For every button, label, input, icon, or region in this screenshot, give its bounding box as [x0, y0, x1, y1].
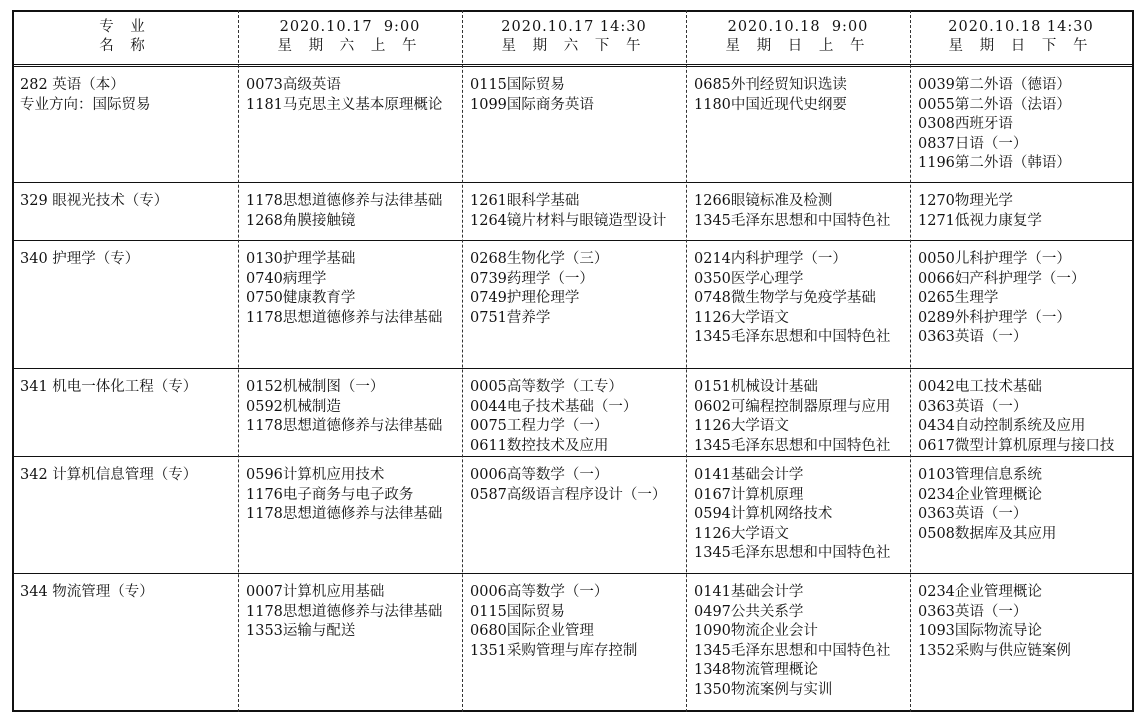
session-day: 星 期 日 上 午 — [725, 38, 871, 54]
course-item: 0265生理学 — [918, 290, 999, 306]
course-item: 0075工程力学（一） — [470, 418, 609, 434]
course-item: 0434自动控制系统及应用 — [918, 418, 1086, 434]
course-item: 1178思想道德修养与法律基础 — [246, 603, 443, 620]
header-divider — [12, 64, 1134, 67]
header-major-line1: 专 业 — [99, 19, 151, 35]
course-item: 0066妇产科护理学（一） — [918, 270, 1086, 287]
course-item: 1351采购管理与库存控制 — [470, 642, 638, 659]
major-cell — [20, 250, 236, 270]
course-item: 0363英语（一） — [918, 603, 1028, 620]
course-item: 0289外科护理学（一） — [918, 309, 1071, 326]
course-item: 1126大学语文 — [694, 525, 789, 542]
course-cell — [470, 250, 684, 328]
course-item: 1271低视力康复学 — [918, 212, 1042, 229]
course-item: 0308西班牙语 — [918, 116, 1013, 132]
course-item: 0130护理学基础 — [246, 251, 356, 267]
course-item: 0363英语（一） — [918, 506, 1028, 522]
course-item: 0617微型计算机原理与接口技 — [918, 437, 1115, 454]
course-item: 0592机械制造 — [246, 398, 341, 415]
session-day: 星 期 六 上 午 — [277, 38, 423, 54]
column-divider — [686, 10, 687, 712]
course-item: 0073高级英语 — [246, 77, 341, 93]
course-cell — [918, 378, 1130, 456]
major-cell — [20, 378, 236, 398]
course-item: 0587高级语言程序设计（一） — [470, 486, 667, 503]
course-item: 0167计算机原理 — [694, 486, 804, 503]
course-cell — [470, 466, 684, 505]
course-item: 0611数控技术及应用 — [470, 437, 609, 454]
course-cell — [918, 583, 1130, 661]
course-item: 1350物流案例与实训 — [694, 681, 833, 698]
course-cell — [918, 192, 1130, 231]
course-item: 1178思想道德修养与法律基础 — [246, 418, 443, 434]
course-cell — [694, 250, 908, 348]
course-item: 0006高等数学（一） — [470, 467, 609, 483]
course-cell — [246, 378, 460, 437]
row-divider — [12, 456, 1134, 457]
course-item: 0685外刊经贸知识选读 — [694, 77, 847, 93]
exam-schedule-table — [12, 10, 1134, 712]
row-divider — [12, 368, 1134, 369]
course-item: 1126大学语文 — [694, 309, 789, 326]
course-cell — [246, 76, 460, 115]
course-item: 0006高等数学（一） — [470, 584, 609, 600]
course-item: 1345毛泽东思想和中国特色社 — [694, 545, 891, 561]
course-item: 0007计算机应用基础 — [246, 584, 385, 600]
course-item: 1178思想道德修养与法律基础 — [246, 309, 443, 326]
header-session-4 — [910, 18, 1132, 56]
course-cell — [246, 192, 460, 231]
course-item: 1270物理光学 — [918, 193, 1013, 209]
course-item: 1196第二外语（韩语） — [918, 155, 1071, 171]
course-cell — [918, 76, 1130, 174]
course-item: 0508数据库及其应用 — [918, 525, 1057, 542]
course-item: 0594计算机网络技术 — [694, 506, 833, 522]
table-right-border — [1132, 10, 1134, 712]
course-item: 1090物流企业会计 — [694, 623, 818, 639]
course-item: 0039第二外语（德语） — [918, 77, 1071, 93]
course-cell — [694, 583, 908, 700]
course-item: 1348物流管理概论 — [694, 662, 818, 678]
header-session-3 — [686, 18, 910, 56]
course-item: 0055第二外语（法语） — [918, 96, 1071, 113]
course-item: 0363英语（一） — [918, 329, 1028, 345]
session-time: 2020.10.17 9:00 — [279, 19, 421, 35]
table-left-border — [12, 10, 14, 712]
header-major — [12, 18, 238, 56]
course-item: 0234企业管理概论 — [918, 584, 1042, 600]
course-item: 1181马克思主义基本原理概论 — [246, 96, 443, 113]
course-cell — [470, 583, 684, 661]
session-day: 星 期 日 下 午 — [948, 38, 1094, 54]
course-item: 1261眼科学基础 — [470, 193, 580, 209]
major-cell — [20, 466, 236, 486]
column-divider — [462, 10, 463, 712]
course-cell — [918, 466, 1130, 544]
header-major-line2: 名 称 — [99, 38, 151, 54]
course-item: 0151机械设计基础 — [694, 379, 818, 395]
course-item: 1345毛泽东思想和中国特色社 — [694, 329, 891, 345]
course-item: 0350医学心理学 — [694, 270, 804, 287]
course-item: 0115国际贸易 — [470, 603, 565, 620]
course-cell — [246, 583, 460, 642]
row-divider — [12, 182, 1134, 183]
course-item: 0042电工技术基础 — [918, 379, 1042, 395]
course-item: 0103管理信息系统 — [918, 467, 1042, 483]
course-item: 1178思想道德修养与法律基础 — [246, 193, 443, 209]
major-name: 329 眼视光技术（专） — [20, 193, 169, 209]
course-item: 0740病理学 — [246, 270, 327, 287]
course-item: 0749护理伦理学 — [470, 290, 580, 306]
course-item: 0739药理学（一） — [470, 270, 594, 287]
course-item: 1093国际物流导论 — [918, 623, 1042, 639]
course-item: 0050儿科护理学（一） — [918, 251, 1071, 267]
course-item: 1345毛泽东思想和中国特色社 — [694, 642, 891, 659]
course-item: 1266眼镜标准及检测 — [694, 193, 833, 209]
course-item: 0363英语（一） — [918, 398, 1028, 415]
course-item: 0005高等数学（工专） — [470, 379, 623, 395]
session-time: 2020.10.17 14:30 — [501, 19, 647, 35]
course-cell — [470, 378, 684, 456]
course-cell — [470, 192, 684, 231]
major-name: 专业方向：国际贸易 — [20, 96, 151, 113]
column-divider — [238, 10, 239, 712]
course-item: 0044电子技术基础（一） — [470, 398, 638, 415]
course-item: 1264镜片材料与眼镜造型设计 — [470, 212, 667, 229]
course-item: 0152机械制图（一） — [246, 379, 385, 395]
session-time: 2020.10.18 9:00 — [727, 19, 869, 35]
table-top-border — [12, 10, 1134, 12]
major-name: 341 机电一体化工程（专） — [20, 379, 198, 395]
column-divider — [910, 10, 911, 712]
course-item: 0680国际企业管理 — [470, 623, 594, 639]
row-divider — [12, 573, 1134, 574]
course-cell — [470, 76, 684, 115]
course-item: 1180中国近现代史纲要 — [694, 96, 847, 113]
course-cell — [694, 378, 908, 456]
major-name: 342 计算机信息管理（专） — [20, 467, 198, 483]
course-cell — [694, 466, 908, 564]
major-name: 282 英语（本） — [20, 77, 125, 93]
course-cell — [694, 76, 908, 115]
session-day: 星 期 六 下 午 — [501, 38, 647, 54]
session-time: 2020.10.18 14:30 — [948, 19, 1094, 35]
course-item: 0596计算机应用技术 — [246, 467, 385, 483]
course-item: 1176电子商务与电子政务 — [246, 486, 414, 503]
course-item: 1178思想道德修养与法律基础 — [246, 506, 443, 522]
header-session-2 — [462, 18, 686, 56]
course-item: 0751营养学 — [470, 309, 551, 326]
major-cell — [20, 76, 236, 115]
course-item: 1126大学语文 — [694, 418, 789, 434]
course-item: 0141基础会计学 — [694, 467, 804, 483]
course-cell — [246, 250, 460, 328]
major-name: 340 护理学（专） — [20, 251, 140, 267]
course-item: 1345毛泽东思想和中国特色社 — [694, 437, 891, 454]
major-cell — [20, 192, 236, 212]
header-session-1 — [238, 18, 462, 56]
course-item: 0497公共关系学 — [694, 603, 804, 620]
course-item: 1268角膜接触镜 — [246, 212, 356, 229]
course-item: 0837日语（一） — [918, 135, 1028, 152]
course-cell — [918, 250, 1130, 348]
course-item: 1345毛泽东思想和中国特色社 — [694, 212, 891, 229]
course-item: 0268生物化学（三） — [470, 251, 609, 267]
course-cell — [246, 466, 460, 525]
course-item: 1352采购与供应链案例 — [918, 642, 1071, 659]
course-item: 0115国际贸易 — [470, 77, 565, 93]
course-item: 0141基础会计学 — [694, 584, 804, 600]
course-item: 0234企业管理概论 — [918, 486, 1042, 503]
course-item: 0748微生物学与免疫学基础 — [694, 290, 876, 306]
course-item: 1353运输与配送 — [246, 623, 356, 639]
course-item: 0750健康教育学 — [246, 290, 356, 306]
course-item: 0214内科护理学（一） — [694, 251, 847, 267]
course-item: 1099国际商务英语 — [470, 96, 594, 113]
row-divider — [12, 240, 1134, 241]
course-cell — [694, 192, 908, 231]
major-name: 344 物流管理（专） — [20, 584, 154, 600]
major-cell — [20, 583, 236, 603]
table-bottom-border — [12, 710, 1134, 712]
course-item: 0602可编程控制器原理与应用 — [694, 398, 891, 415]
